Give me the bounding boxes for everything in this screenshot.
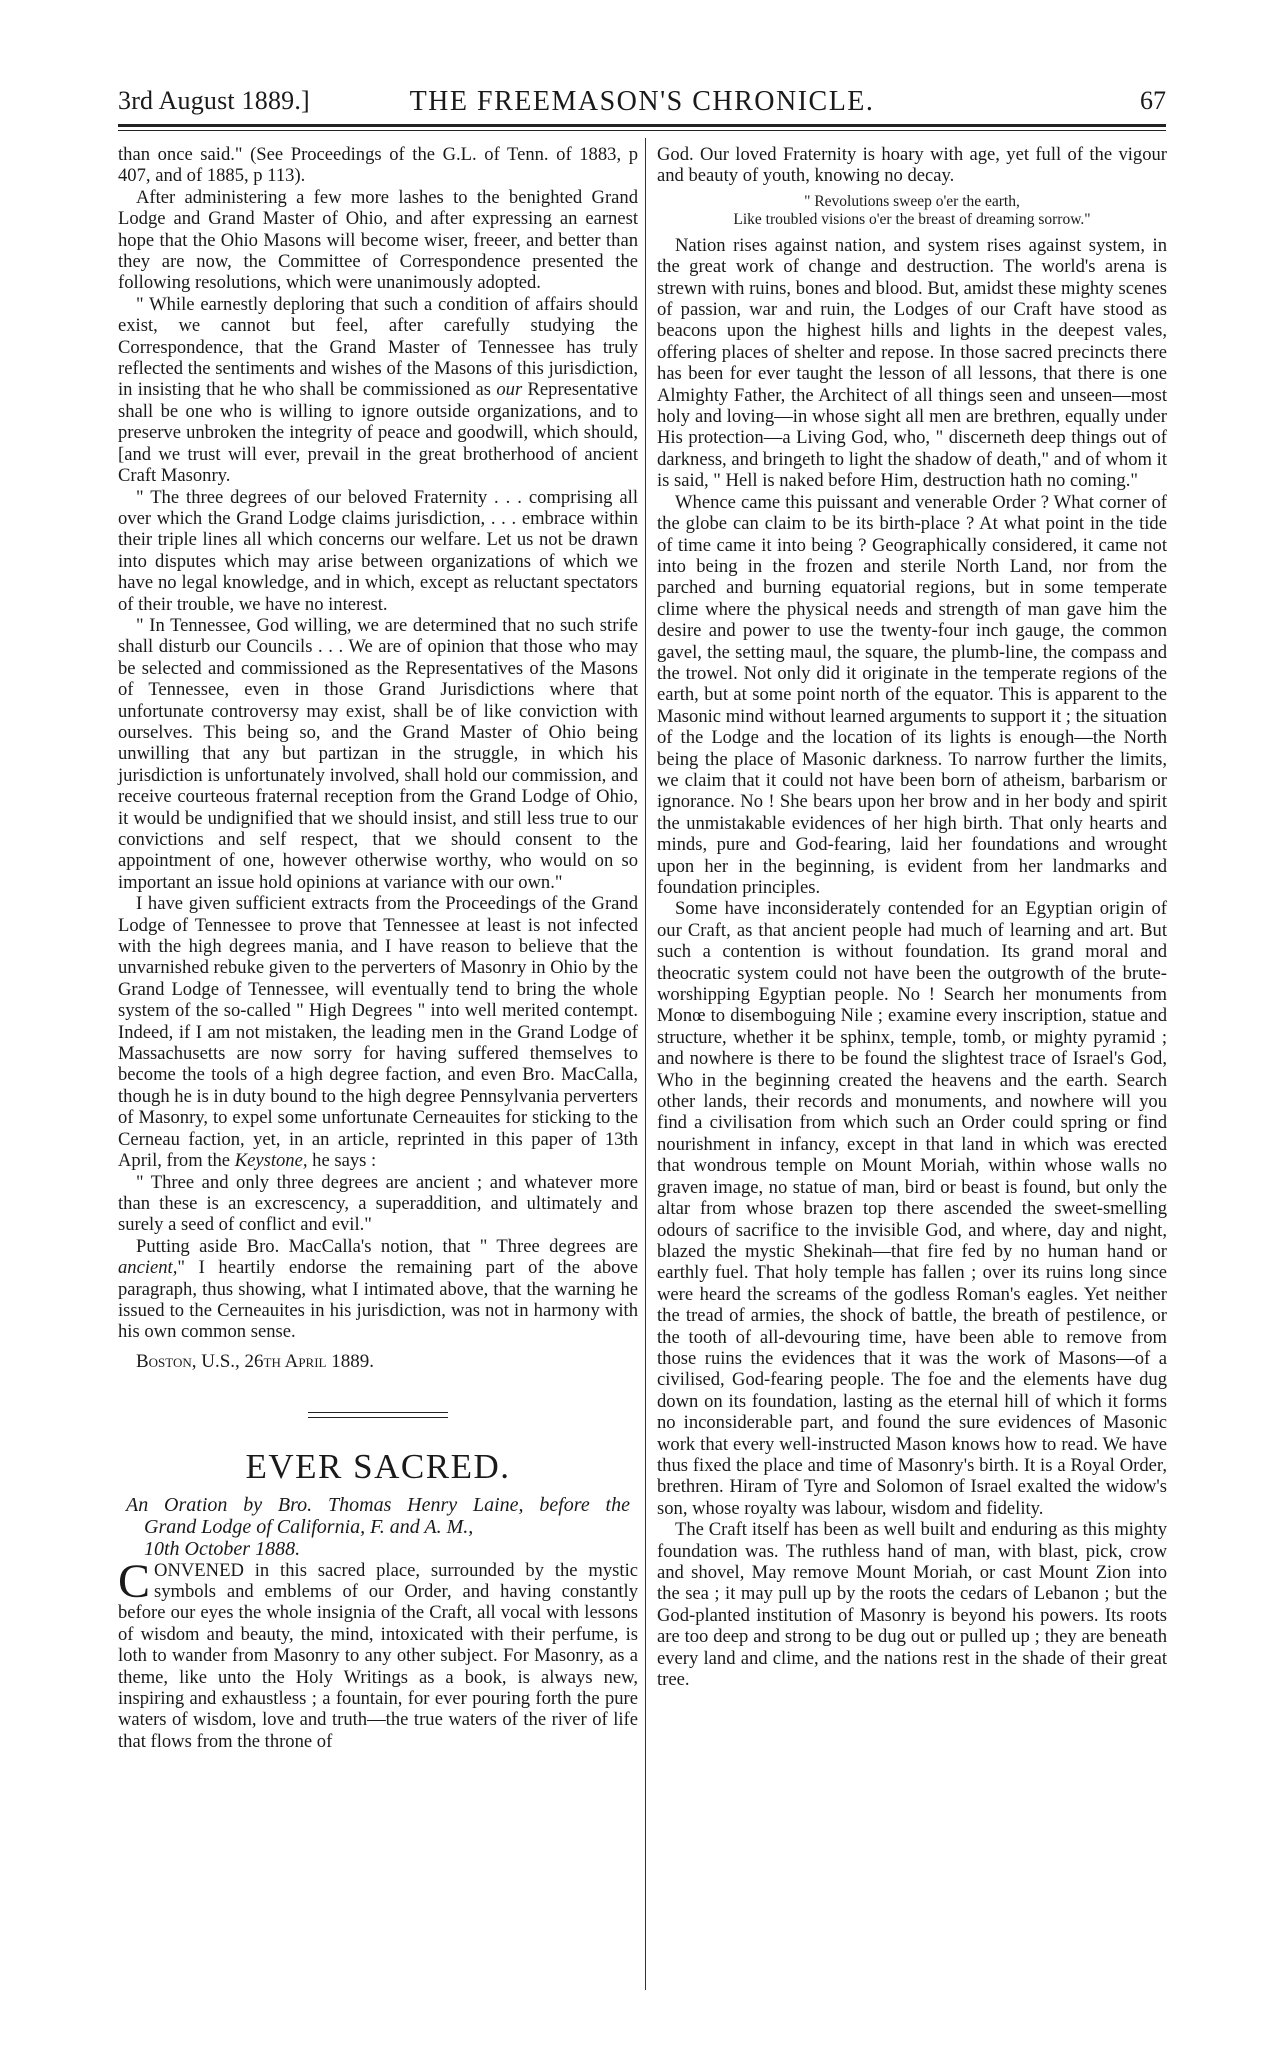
section-separator (308, 1412, 448, 1420)
page-header (118, 86, 1166, 122)
right-column (657, 144, 1167, 1690)
paragraph: " Three and only three degrees are ancient ; and whatever more than these is an excrescency, a superaddition, and ultimately and surely a seed of conflict and evil." (118, 1171, 638, 1236)
drop-cap: C (118, 1554, 151, 1608)
paragraph: Whence came this puissant and venerable Order ? What corner of the globe can claim to be its birth-place ? At what point in the tide of time came it into being ? Geographically considered, it came not into being in the frozen and sterile North Land, nor from the parched and burning equatorial regions, but in some temperate clime where the physical needs and strength of man gave him the desire and power to use the twenty-four inch gauge, the common gavel, the setting maul, the square, the plumb-line, the compass and the trowel. Not only did it originate in the temperate regions of the earth, but at some point north of the equator. This is apparent to the Masonic mind without learned arguments to support it ; the situation of the Lodge and the location of its lights is enough—the North being the place of Masonic darkness. To narrow further the limits, we claim that it could not have been born of atheism, barbarism or ignorance. No ! She bears upon her brow and in her body and spirit the unmistakable evidences of her high birth. That only hearts and minds, pure and God-fearing, laid her foundations and wrought upon her in the beginning, is evident from her landmarks and foundation principles. (657, 491, 1167, 898)
paragraph: than once said." (See Proceedings of the G.L. of Tenn. of 1883, p 407, and of 1885, p 113). (118, 144, 638, 187)
paragraph: After administering a few more lashes to the benighted Grand Lodge and Grand Master of Ohio, and after expressing an earnest hope that the Ohio Masons will become wiser, freeer, and better than they are now, the Committee of Correspondence presented the following resolutions, which were unanimously adopted. (118, 186, 638, 294)
left-column (118, 144, 638, 1752)
paragraph: Putting aside Bro. MacCalla's notion, that " Three degrees are ancient," I heartily endorse the remaining part of the above paragraph, thus showing, what I intimated above, that the warning he issued to the Cerneauites in his jurisdiction, was not in harmony with his own common sense. (118, 1235, 638, 1343)
paragraph: " The three degrees of our beloved Fraternity . . . comprising all over which the Grand Lodge claims jurisdiction, . . . embrace within their triple lines all which concerns our welfare. Let us not be drawn into disputes which may arise between organizations of which we have no legal knowledge, and in which, except as reluctant spectators of their trouble, we have no interest. (118, 486, 638, 615)
verse-quote: " Revolutions sweep o'er the earth, Like troubled visions o'er the breast of dreaming sorrow." (733, 192, 1091, 228)
page-number: 67 (1140, 86, 1166, 115)
column-divider (645, 138, 646, 1990)
paragraph: I have given sufficient extracts from the Proceedings of the Grand Lodge of Tennessee to prove that Tennessee at least is not infected with the high degrees mania, and I have reason to believe that the unvarnished rebuke given to the perverters of Masonry in Ohio by the Grand Lodge of Tennessee, will eventually tend to bring the whole system of the so-called " High Degrees " into well merited contempt. Indeed, if I am not mistaken, the leading men in the Grand Lodge of Massachusetts are now sorry for having suffered themselves to become the tools of a high degree faction, and even Bro. MacCalla, though he is in duty bound to the high degree Pennsylvania perverters of Masonry, to expel some unfortunate Cerneauites for sticking to the Cerneau faction, yet, in an article, reprinted in this paper of 13th April, from the Keystone, he says : (118, 893, 638, 1172)
opening-paragraph: CONVENED in this sacred place, surrounded by the mystic symbols and emblems of our Order, and having constantly before our eyes the whole insignia of the Craft, all vocal with lessons of wisdom and beauty, the mind, intoxicated with their perfume, is loth to wander from Masonry to any other subject. For Masonry, as a theme, like unto the Holy Writings as a book, is always new, inspiring and exhaustless ; a fountain, for ever pouring forth the pure waters of wisdom, love and truth—the true waters of the river of life that flows from the throne of (118, 1554, 638, 1752)
paragraph: The Craft itself has been as well built and enduring as this mighty foundation was. The ruthless hand of man, with blast, pick, crow and shovel, May remove Mount Moriah, or cast Mount Zion into the sea ; it may pull up by the roots the cedars of Lebanon ; but the God-planted institution of Masonry is beyond his powers. Its roots are too deep and strong to be dug out or pulled up ; they are beneath every land and clime, and the nations rest in the shade of their great tree. (657, 1519, 1167, 1691)
header-rule-thin (118, 130, 1166, 131)
paragraph: God. Our loved Fraternity is hoary with age, yet full of the vigour and beauty of youth, knowing no decay. (657, 144, 1167, 187)
paragraph: " In Tennessee, God willing, we are determined that no such strife shall disturb our Councils . . . We are of opinion that those who may be selected and commissioned as the Representatives of the Masons of Tennessee, even in those Grand Jurisdictions where that unfortunate controversy may exist, shall be of like conviction with ourselves. This being so, and the Grand Master of Ohio being unwilling that any but partizan in the struggle, in which his jurisdiction is unfortunately involved, shall hold our commission, and receive courteous fraternal reception from the Grand Lodge of Ohio, it would be undignified that we should insist, and still less true to our convictions and self respect, that we should consent to the appointment of one, however otherwise worthy, who would on so important an issue hold opinions at variance with our own." (118, 614, 638, 893)
paragraph: " While earnestly deploring that such a condition of affairs should exist, we cannot but feel, after carefully studying the Correspondence, that the Grand Master of Tennessee has truly reflected the sentiments and wishes of the Masons of this jurisdiction, in insisting that he who shall be commissioned as our Representative shall be one who is willing to ignore outside organizations, and to preserve unbroken the integrity of peace and goodwill, which should, [and we trust will ever, prevail in the great brotherhood of ancient Craft Masonry. (118, 293, 638, 487)
signoff: Boston, U.S., 26th April 1889. (136, 1350, 374, 1372)
paragraph: Nation rises against nation, and system rises against system, in the great work of change and destruction. The world's arena is strewn with ruins, bones and blood. But, amidst these mighty scenes of passion, war and ruin, the Lodges of our Craft have stood as beacons upon the highest hills and lights in the deepest vales, offering places of shelter and repose. In those sacred precincts there has been for ever taught the lesson of all lessons, that there is one Almighty Father, the Architect of all things seen and unseen—most holy and loving—in whose sight all men are brethren, equally under His protection—a Living God, who, " discerneth deep things out of darkness, and bringeth to light the shadow of death," and of whom it is said, " Hell is naked before Him, destruction hath no coming." (657, 234, 1167, 492)
paragraph: Some have inconsiderately contended for an Egyptian origin of our Craft, as that ancient people had much of learning and art. But such a contention is without foundation. Its grand moral and theocratic system could not have been the outgrowth of the brute-worshipping Egyptian people. No ! Search her monuments from Monœ to disemboguing Nile ; examine every inscription, statue and structure, whether it be sphinx, temple, tomb, or mighty pyramid ; and nowhere is there to be found the slightest trace of Israel's God, Who in the beginning created the heavens and the earth. Search other lands, their records and monuments, and nowhere will you find a civilisation from which such an Order could spring or find nourishment in infancy, except in that land in which was erected that wondrous temple on Mount Moriah, within whose walls no graven image, no statue of man, bird or beast is found, but only the altar from whose brazen top there ascended the sweet-smelling odours of sacrifice to the invisible God, and where, day and night, blazed the mystic Shekinah—that fire fed by no human hand or earthly fuel. That holy temple has fallen ; over its ruins long since were heard the screams of the godless Roman's eagles. Yet neither the tread of armies, the shock of battle, the breath of pestilence, or the tooth of all-devouring time, have been able to remove from those ruins the evidences that it was the work of Masons—of a civilised, God-fearing people. The foe and the elements have dug down on its foundation, lasting as the eternal hill of which it forms no inconsiderable part, and found the sure evidences of Masonic work that every well-instructed Mason knows how to read. We have thus fixed the place and time of Masonry's birth. It is a Royal Order, brethren. Hiram of Tyre and Solomon of Israel exalted the widow's son, whose royalty was labour, wisdom and fidelity. (657, 898, 1167, 1519)
article-title: EVER SACRED. (245, 1447, 511, 1487)
publication-title: THE FREEMASON'S CHRONICLE. (409, 86, 875, 117)
article-subtitle: An Oration by Bro. Thomas Henry Laine, before the Grand Lodge of California, F. and A. M., 10th October 1888. (126, 1493, 630, 1560)
issue-date: 3rd August 1889.] (118, 86, 310, 115)
header-rule-thick (118, 124, 1166, 127)
